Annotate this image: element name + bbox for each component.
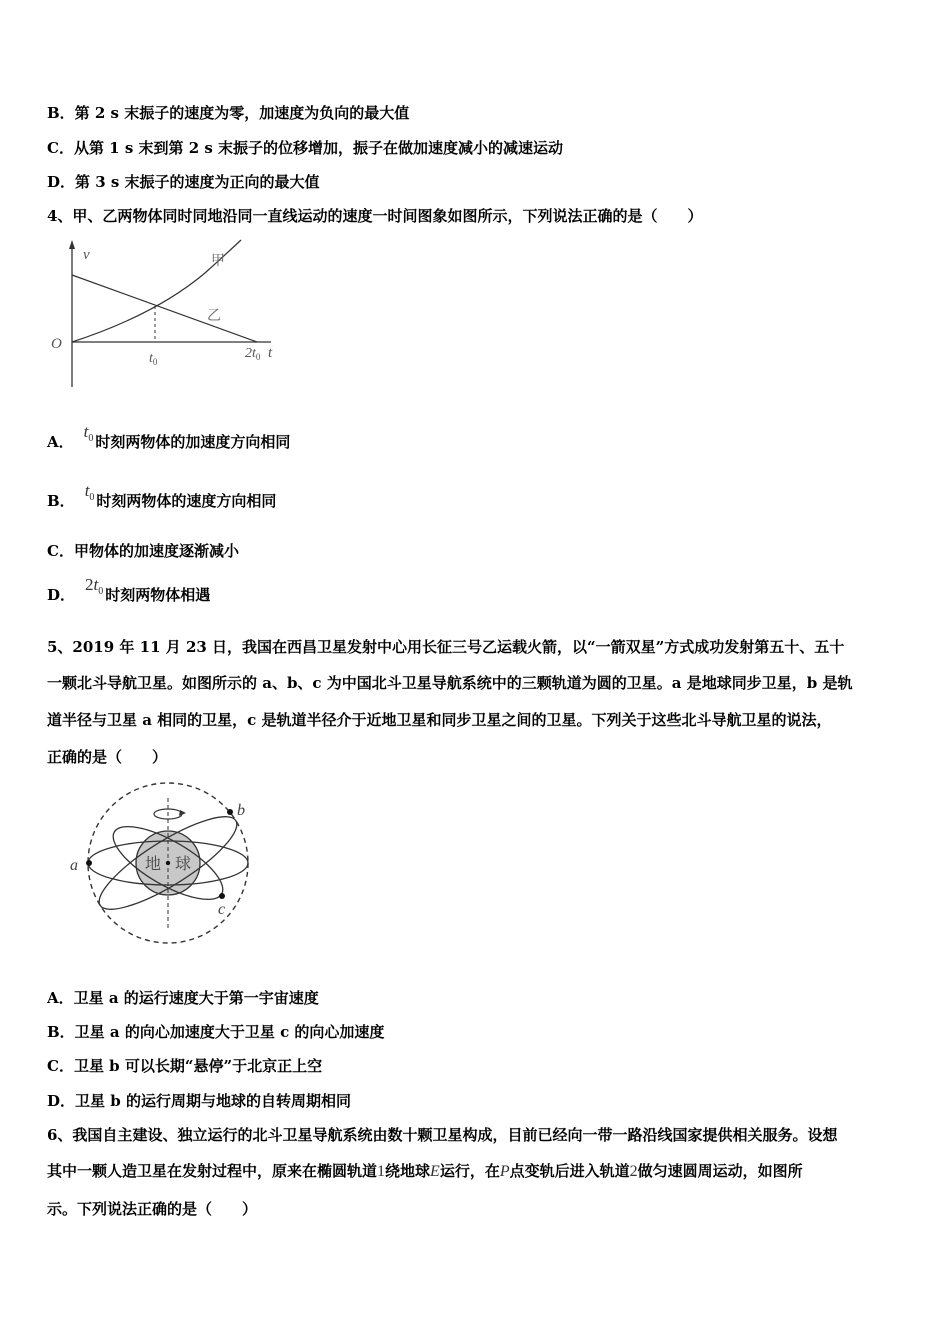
line-yi-label: 乙 <box>207 309 221 324</box>
q6-stem-line-3: 示。下列说法正确的是（ ） <box>47 1200 258 1218</box>
tick-t0-label: $t_0$ <box>149 351 158 367</box>
label-b: b <box>237 802 245 819</box>
q4-option-d[interactable]: D．$2t_0$ 时刻两物体相遇 <box>47 575 211 604</box>
q5-option-c[interactable]: C．卫星 b 可以长期“悬停”于北京正上空 <box>47 1057 323 1075</box>
axis-v-label: v <box>83 247 90 263</box>
satellite-b <box>227 809 233 815</box>
q4-vt-graph <box>45 235 290 395</box>
earth-label-right: 球 <box>175 856 192 873</box>
label-a: a <box>70 857 78 874</box>
axis-t-label: t <box>268 345 273 361</box>
curve-jia-label: 甲 <box>211 254 225 269</box>
q6-stem-line-2: 其中一颗人造卫星在发射过程中，原来在椭圆轨道1绕地球E运行，在P点变轨后进入轨道2做匀速圆周运动，如图所 <box>47 1162 803 1180</box>
q5-satellite-figure <box>62 780 262 950</box>
q6-stem-line-1: 6、我国自主建设、独立运行的北斗卫星导航系统由数十颗卫星构成，目前已经向一带一路沿线国家提供相关服务。设想 <box>47 1126 838 1144</box>
label-c: c <box>218 901 226 918</box>
q5-option-a[interactable]: A．卫星 a 的运行速度大于第一宇宙速度 <box>47 989 319 1007</box>
q3-option-d[interactable]: D．第 3 s 末振子的速度为正向的最大值 <box>47 173 320 191</box>
q5-stem-line-2: 一颗北斗导航卫星。如图所示的 a、b、c 为中国北斗卫星导航系统中的三颗轨道为圆的卫星。a 是地球同步卫星，b 是轨 <box>47 674 853 692</box>
origin-label: O <box>51 336 62 352</box>
tick-2t0-label: $2t_0$ <box>245 346 261 362</box>
q5-option-d[interactable]: D．卫星 b 的运行周期与地球的自转周期相同 <box>47 1092 351 1110</box>
satellite-a <box>86 860 92 866</box>
satellite-c <box>219 893 225 899</box>
q4-option-b[interactable]: B．$t_0$ 时刻两物体的速度方向相同 <box>47 481 277 510</box>
q4-option-a[interactable]: A．$t_0$ 时刻两物体的加速度方向相同 <box>47 422 291 451</box>
q4-option-c[interactable]: C．甲物体的加速度逐渐减小 <box>47 542 239 560</box>
q3-option-c[interactable]: C．从第 1 s 末到第 2 s 末振子的位移增加，振子在做加速度减小的减速运动 <box>47 139 564 157</box>
q5-stem-line-1: 5、2019 年 11 月 23 日，我国在西昌卫星发射中心用长征三号乙运载火箭，以“一箭双星”方式成功发射第五十、五十 <box>47 638 845 656</box>
earth-label-left: 地 <box>145 856 162 873</box>
q4-stem: 4、甲、乙两物体同时同地沿同一直线运动的速度一时间图象如图所示，下列说法正确的是（ ） <box>47 207 703 225</box>
q5-stem-line-4: 正确的是（ ） <box>47 748 168 766</box>
q5-stem-line-3: 道半径与卫星 a 相同的卫星，c 是轨道半径介于近地卫星和同步卫星之间的卫星。下列关于这些北斗导航卫星的说法， <box>47 711 832 729</box>
q3-option-b[interactable]: B．第 2 s 末振子的速度为零，加速度为负向的最大值 <box>47 104 410 122</box>
q5-option-b[interactable]: B．卫星 a 的向心加速度大于卫星 c 的向心加速度 <box>47 1023 385 1041</box>
